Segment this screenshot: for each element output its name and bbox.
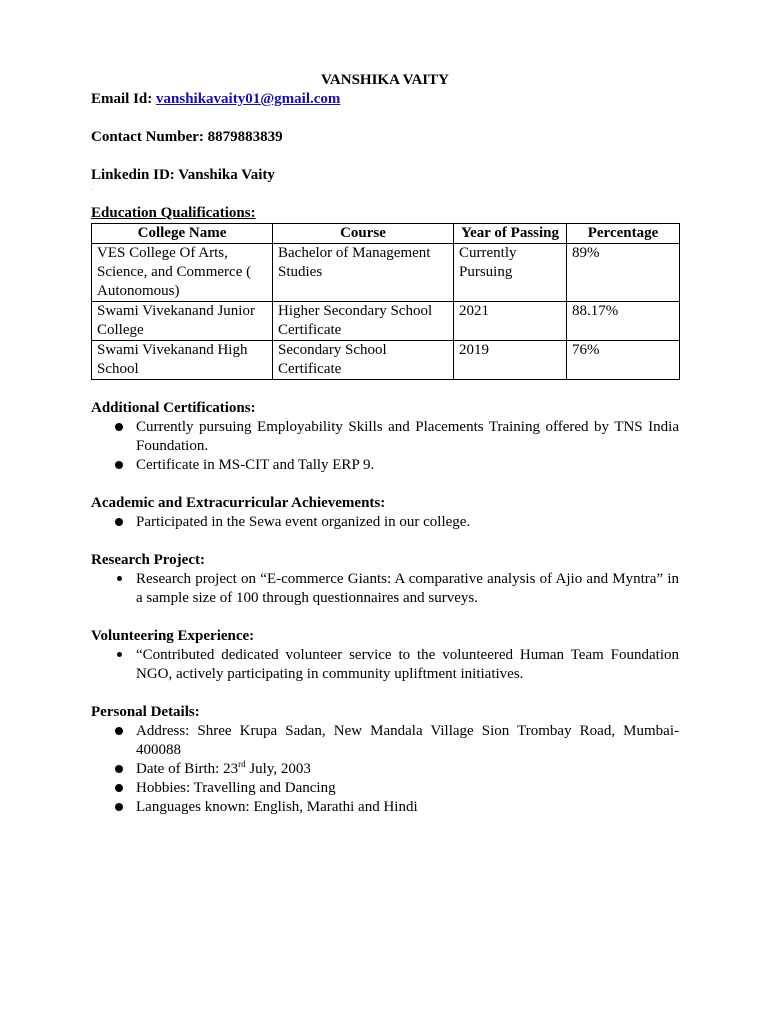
column-header: College Name [92, 224, 273, 244]
email-label: Email Id: [91, 91, 157, 107]
research-list [91, 570, 679, 608]
spacer [91, 532, 679, 551]
certifications-title: Additional Certifications: [91, 400, 256, 416]
list-item [91, 570, 679, 608]
column-header: Course [273, 224, 454, 244]
column-header: Percentage [567, 224, 680, 244]
contact-value: 8879883839 [207, 129, 283, 145]
education-table [91, 223, 680, 380]
dob-prefix: Date of Birth: 23 [136, 761, 239, 777]
bullet-icon [113, 418, 125, 437]
achievements-title: Academic and Extracurricular Achievements: [91, 495, 386, 511]
contact-label: Contact Number: [91, 129, 208, 145]
table-row [92, 244, 680, 302]
email-line [91, 90, 679, 109]
table-cell: VES College Of Arts, Science, and Commerce ( Autonomous) [92, 244, 273, 302]
bullet-icon [113, 798, 125, 817]
bullet-icon [113, 760, 125, 779]
resume-content [91, 71, 679, 817]
list-item [91, 760, 679, 779]
bullet-icon [113, 646, 125, 665]
research-title: Research Project: [91, 552, 205, 568]
table-cell: 2021 [454, 302, 567, 341]
dob-text [136, 761, 311, 777]
linkedin-value: Vanshika Vaity [178, 167, 275, 183]
candidate-name: VANSHIKA VAITY [321, 72, 449, 88]
column-header: Year of Passing [454, 224, 567, 244]
dob-ordinal: rd [238, 759, 246, 769]
bullet-icon [113, 722, 125, 741]
table-cell: Swami Vivekanand High School [92, 341, 273, 380]
spacer [91, 109, 679, 128]
list-item [91, 722, 679, 760]
education-title: Education Qualifications: [91, 205, 256, 221]
list-item [91, 513, 679, 532]
personal-title: Personal Details: [91, 704, 200, 720]
linkedin-line [91, 166, 679, 185]
table-header-row [92, 224, 680, 244]
spacer [91, 380, 679, 399]
hobbies-text: Hobbies: Travelling and Dancing [136, 780, 336, 796]
list-item-text: Currently pursuing Employability Skills and Placements Training offered by TNS India Foundation. [136, 419, 679, 454]
table-cell: 88.17% [567, 302, 680, 341]
bullet-icon [113, 570, 125, 589]
bullet-icon [113, 456, 125, 475]
achievements-list [91, 513, 679, 532]
list-item-text: Research project on “E-commerce Giants: A comparative analysis of Ajio and Myntra” in a sample size of 100 through questionnaires and surveys. [136, 571, 679, 606]
table-cell: 76% [567, 341, 680, 380]
table-cell: Bachelor of Management Studies [273, 244, 454, 302]
languages-text: Languages known: English, Marathi and Hindi [136, 799, 418, 815]
list-item-text: Certificate in MS-CIT and Tally ERP 9. [136, 457, 375, 473]
list-item [91, 646, 679, 684]
stray-mark: . [91, 186, 93, 192]
certifications-list [91, 418, 679, 475]
table-cell: 89% [567, 244, 680, 302]
spacer [91, 475, 679, 494]
linkedin-label: Linkedin ID: [91, 167, 179, 183]
list-item [91, 418, 679, 456]
list-item-text: “Contributed dedicated volunteer service to the volunteered Human Team Foundation NGO, actively participating in community upliftment initiatives. [136, 647, 679, 682]
contact-line [91, 128, 679, 147]
personal-list [91, 722, 679, 817]
bullet-icon [113, 513, 125, 532]
spacer [91, 684, 679, 703]
list-item [91, 798, 679, 817]
email-link[interactable]: vanshikavaity01@gmail.com [156, 91, 341, 107]
spacer [91, 608, 679, 627]
table-cell: 2019 [454, 341, 567, 380]
bullet-icon [113, 779, 125, 798]
table-cell: Higher Secondary School Certificate [273, 302, 454, 341]
table-cell: Currently Pursuing [454, 244, 567, 302]
table-row [92, 341, 680, 380]
spacer [91, 147, 679, 166]
list-item [91, 779, 679, 798]
dob-suffix: July, 2003 [245, 761, 311, 777]
volunteering-list [91, 646, 679, 684]
table-row [92, 302, 680, 341]
list-item [91, 456, 679, 475]
volunteering-title: Volunteering Experience: [91, 628, 255, 644]
address-text: Address: Shree Krupa Sadan, New Mandala Village Sion Trombay Road, Mumbai-400088 [136, 723, 679, 758]
table-cell: Secondary School Certificate [273, 341, 454, 380]
table-cell: Swami Vivekanand Junior College [92, 302, 273, 341]
list-item-text: Participated in the Sewa event organized in our college. [136, 514, 471, 530]
